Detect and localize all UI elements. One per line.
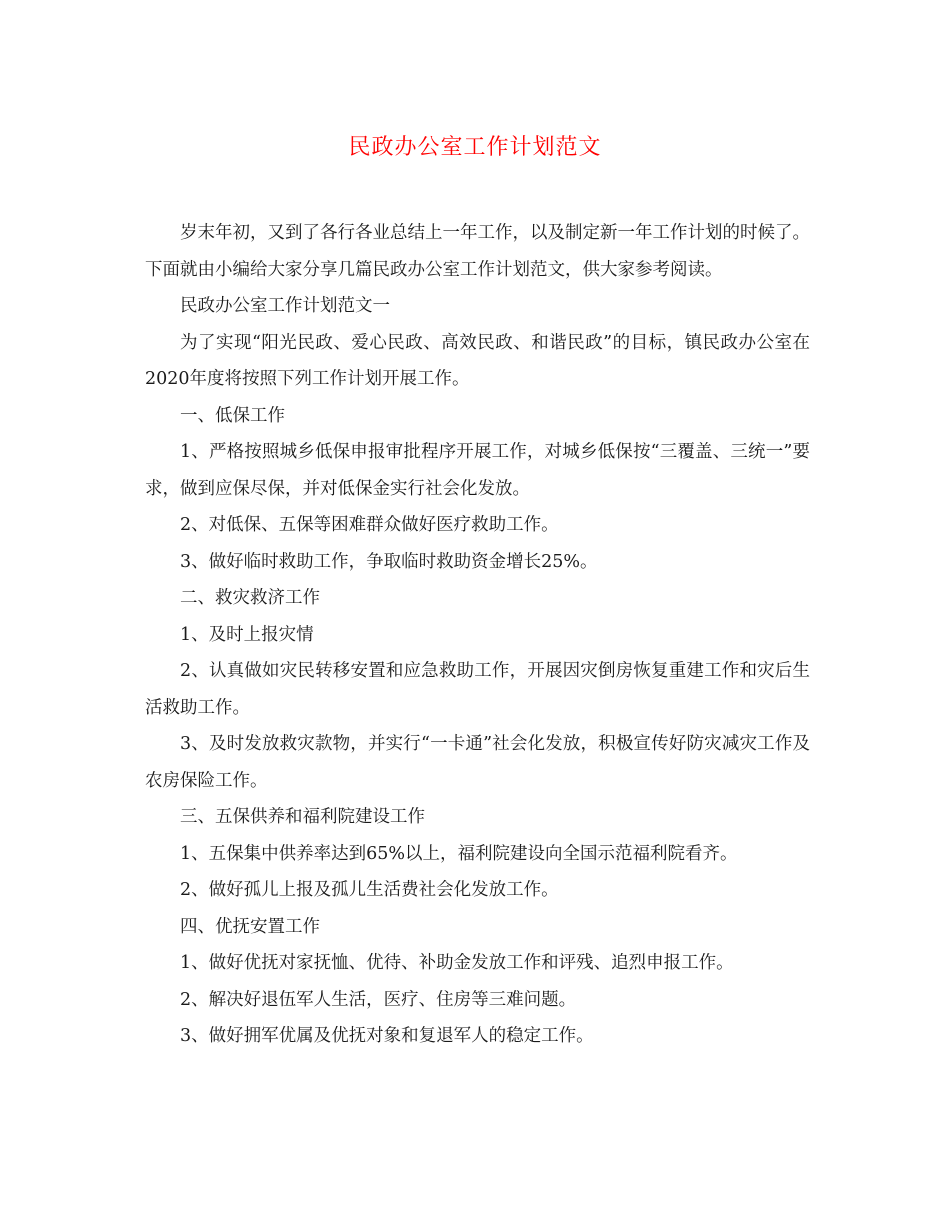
list-item: 2、做好孤儿上报及孤儿生活费社会化发放工作。	[180, 880, 559, 900]
intro-paragraph: 岁末年初，又到了各行各业总结上一年工作，以及制定新一年工作计划的时候了。下面就由小编给大家分享几篇民政办公室工作计划范文，供大家参考阅读。	[145, 223, 810, 280]
list-item: 3、做好临时救助工作，争取临时救助资金增长25%。	[180, 551, 598, 572]
paragraph: 为了实现“阳光民政、爱心民政、高效民政、和谐民政”的目标，镇民政办公室在2020年度将按照下列工作计划开展工作。	[145, 332, 810, 389]
section-heading: 二、救灾救济工作	[180, 588, 320, 608]
section-heading: 一、低保工作	[180, 405, 285, 426]
list-item: 1、做好优抚对家抚恤、优待、补助金发放工作和评残、追烈申报工作。	[180, 953, 734, 973]
section-heading: 民政办公室工作计划范文一	[180, 296, 390, 316]
list-item: 1、严格按照城乡低保申报审批程序开展工作，对城乡低保按“三覆盖、三统一”要求，做到应保尽保，并对低保金实行社会化发放。	[145, 442, 810, 499]
list-item: 1、及时上报灾情	[180, 624, 314, 645]
section-heading: 三、五保供养和福利院建设工作	[180, 807, 425, 827]
list-item: 2、认真做如灾民转移安置和应急救助工作，开展因灾倒房恢复重建工作和灾后生活救助工作。	[145, 661, 810, 718]
section-heading: 四、优抚安置工作	[180, 916, 320, 937]
list-item: 1、五保集中供养率达到65%以上，福利院建设向全国示范福利院看齐。	[180, 843, 738, 864]
document-title: 民政办公室工作计划范文	[348, 135, 602, 160]
document-body	[145, 215, 810, 1055]
list-item: 2、对低保、五保等困难群众做好医疗救助工作。	[180, 515, 559, 535]
list-item: 2、解决好退伍军人生活，医疗、住房等三难问题。	[180, 989, 577, 1010]
list-item: 3、做好拥军优属及优抚对象和复退军人的稳定工作。	[180, 1026, 594, 1046]
list-item: 3、及时发放救灾款物，并实行“一卡通”社会化发放，积极宣传好防灾减灾工作及农房保险工作。	[145, 734, 810, 791]
